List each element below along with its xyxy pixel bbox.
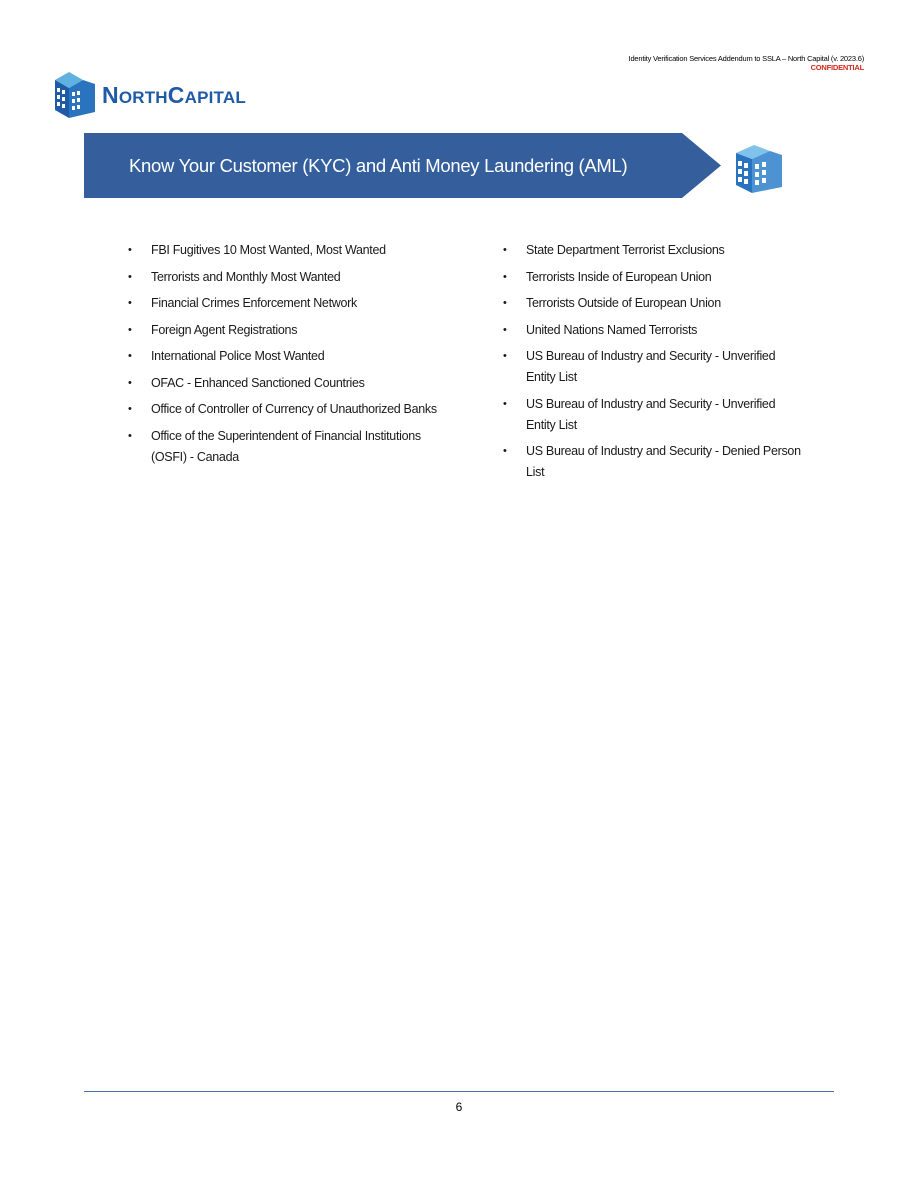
kyc-list-right <box>503 240 803 489</box>
logo-letters-apital: APITAL <box>184 87 246 107</box>
list-item <box>128 346 448 367</box>
list-item <box>128 293 448 314</box>
list-item-text: OFAC - Enhanced Sanctioned Countries <box>151 375 365 390</box>
bullet: • <box>128 403 132 415</box>
list-item-text: State Department Terrorist Exclusions <box>526 243 725 257</box>
kyc-list-left <box>128 240 448 473</box>
bullet: • <box>128 429 132 442</box>
document-header <box>629 54 864 72</box>
northcapital-logo <box>55 72 246 118</box>
bullet: • <box>128 244 132 256</box>
document-title: Identity Verification Services Addendum to SSLA – North Capital (v. 2023.6) <box>628 54 864 63</box>
list-item <box>503 441 803 483</box>
list-item-text: Terrorists Inside of European Union <box>526 269 712 284</box>
list-item <box>503 293 803 314</box>
bullet: • <box>503 397 507 410</box>
logo-wordmark <box>102 81 246 108</box>
bullet: • <box>128 323 132 336</box>
list-item <box>503 394 803 436</box>
list-item-text: Foreign Agent Registrations <box>151 322 298 337</box>
list-item <box>128 240 448 261</box>
bullet: • <box>128 350 132 362</box>
bullet: • <box>503 270 507 283</box>
section-title: Know Your Customer (KYC) and Anti Money Laundering (AML) <box>129 155 628 176</box>
section-banner <box>84 133 724 198</box>
list-item-text: Office of the Superintendent of Financial Institutions (OSFI) - Canada <box>151 428 421 464</box>
list-item-text: US Bureau of Industry and Security - Unverified Entity List <box>526 396 776 432</box>
bullet: • <box>128 270 132 283</box>
list-item <box>503 267 803 288</box>
list-item <box>503 320 803 341</box>
list-item-text: Office of Controller of Currency of Unauthorized Banks <box>151 402 437 416</box>
list-item-text: US Bureau of Industry and Security - Denied Person List <box>526 444 801 479</box>
list-item <box>128 373 448 394</box>
confidential-label: CONFIDENTIAL <box>810 63 864 72</box>
bullet: • <box>128 297 132 309</box>
list-item <box>128 267 448 288</box>
list-item-text: Financial Crimes Enforcement Network <box>151 296 357 310</box>
bullet: • <box>503 244 507 256</box>
list-item-text: International Police Most Wanted <box>151 349 325 363</box>
list-item <box>128 320 448 341</box>
footer-divider <box>84 1091 834 1092</box>
building-logo-icon <box>55 72 95 118</box>
page-number: 6 <box>455 1100 463 1114</box>
bullet: • <box>503 445 507 457</box>
logo-letters-orth: ORTH <box>118 87 168 107</box>
bullet: • <box>128 376 132 389</box>
list-item <box>503 346 803 388</box>
logo-letter-n: N <box>102 81 119 108</box>
list-item-text: US Bureau of Industry and Security - Unverified Entity List <box>526 349 776 384</box>
list-item <box>503 240 803 261</box>
list-item-text: FBI Fugitives 10 Most Wanted, Most Wanted <box>151 243 386 257</box>
bullet: • <box>503 297 507 309</box>
logo-letter-c: C <box>167 81 185 108</box>
bullet: • <box>503 350 507 362</box>
list-item <box>128 399 448 420</box>
list-item-text: Terrorists Outside of European Union <box>526 296 721 310</box>
list-item-text: Terrorists and Monthly Most Wanted <box>151 269 341 284</box>
list-item-text: United Nations Named Terrorists <box>526 322 698 337</box>
list-item <box>128 426 448 468</box>
cube-building-icon <box>736 143 784 195</box>
bullet: • <box>503 323 507 336</box>
